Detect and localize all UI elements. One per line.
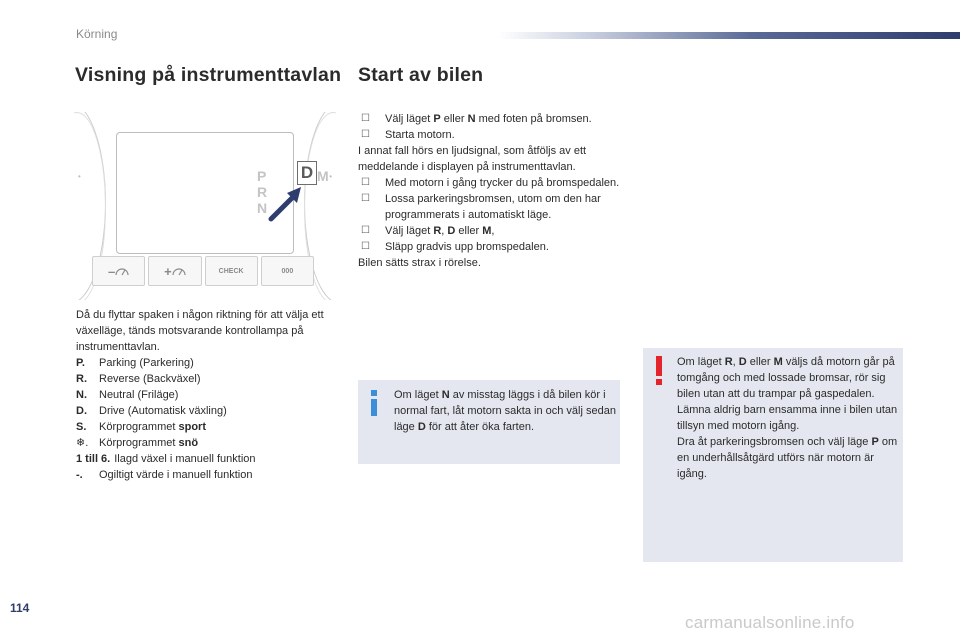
list-item: ☐ Lossa parkeringsbromsen, utom om den har programmerats i automatiskt läge.	[358, 191, 620, 223]
checkbox-bullet-icon: ☐	[361, 129, 370, 140]
list-item: P. Parking (Parkering)	[76, 357, 194, 369]
check-button: CHECK	[205, 256, 258, 286]
gear-indicator-explanation	[76, 307, 338, 483]
list-item: N. Neutral (Friläge)	[76, 389, 179, 401]
warning-box	[643, 348, 903, 562]
list-item: ☐ Välj läget P eller N med foten på bromsen.	[358, 111, 620, 127]
list-item: ❄. Körprogrammet snö	[76, 437, 199, 449]
paragraph: I annat fall hörs en ljudsignal, som åtföljs av ett meddelande i displayen på instrumenttavlan.	[358, 145, 587, 173]
start-instructions	[358, 111, 620, 271]
page-title-left: Visning på instrumenttavlan	[75, 64, 342, 86]
list-item: R. Reverse (Backväxel)	[76, 373, 201, 385]
checkbox-bullet-icon: ☐	[361, 177, 370, 188]
speedometer-icon	[115, 266, 129, 276]
watermark: carmanualsonline.info	[685, 613, 855, 632]
gear-indicator-selected: D	[297, 161, 317, 185]
list-item: -. Ogiltigt värde i manuell funktion	[76, 469, 253, 481]
instrument-panel-illustration	[74, 112, 336, 300]
info-icon	[367, 390, 381, 416]
list-item: 1 till 6. Ilagd växel i manuell funktion	[76, 453, 256, 465]
paragraph: Bilen sätts strax i rörelse.	[358, 257, 481, 269]
dial-tick: •	[78, 172, 81, 181]
checkbox-bullet-icon: ☐	[361, 225, 370, 236]
info-text: Om läget N av misstag läggs i då bilen kör i normal fart, låt motorn sakta in och välj sedan läge D för att åter öka farten.	[394, 389, 616, 433]
list-item: D. Drive (Automatisk växling)	[76, 405, 227, 417]
header-bar	[498, 32, 960, 39]
list-item: ☐ Släpp gradvis upp bromspedalen.	[358, 239, 620, 255]
checkbox-bullet-icon: ☐	[361, 241, 370, 252]
list-item: ☐ Starta motorn.	[358, 127, 620, 143]
info-box	[358, 380, 620, 464]
dial-tick: •	[329, 172, 332, 181]
trip-reset-button: 000	[261, 256, 314, 286]
speedometer-icon	[172, 266, 186, 276]
instrument-display	[116, 132, 329, 254]
intro-paragraph: Då du flyttar spaken i någon riktning för att välja ett växelläge, tänds motsvarande kontrollampa på instrumenttavlan.	[76, 309, 324, 353]
gear-labels: P R N	[257, 168, 273, 216]
list-item: ☐ Med motorn i gång trycker du på bromspedalen.	[358, 175, 620, 191]
pointer-arrow-icon	[267, 183, 307, 223]
section-label: Körning	[76, 27, 118, 41]
list-item: ☐ Välj läget R, D eller M,	[358, 223, 620, 239]
gear-label-m: M	[317, 168, 329, 184]
speed-limit-minus-button: –	[92, 256, 145, 286]
page-number: 114	[10, 601, 30, 615]
warning-text: Om läget R, D eller M väljs då motorn går på tomgång och med lossade bromsar, rör sig bilen utan att du trampar på gaspedalen. Lämna aldrig barn ensamma inne i bilen utan tillsyn med motorn igång. Dra åt parkeringsbromsen och välj läge P om en underhållsåtgärd utförs när motorn är igång.	[677, 356, 898, 480]
page-title-right: Start av bilen	[358, 64, 484, 86]
list-item: S. Körprogrammet sport	[76, 421, 206, 433]
speed-limit-plus-button: +	[148, 256, 201, 286]
warning-icon	[652, 356, 666, 386]
checkbox-bullet-icon: ☐	[361, 193, 370, 204]
dashboard-button-strip	[92, 256, 314, 286]
checkbox-bullet-icon: ☐	[361, 113, 370, 124]
